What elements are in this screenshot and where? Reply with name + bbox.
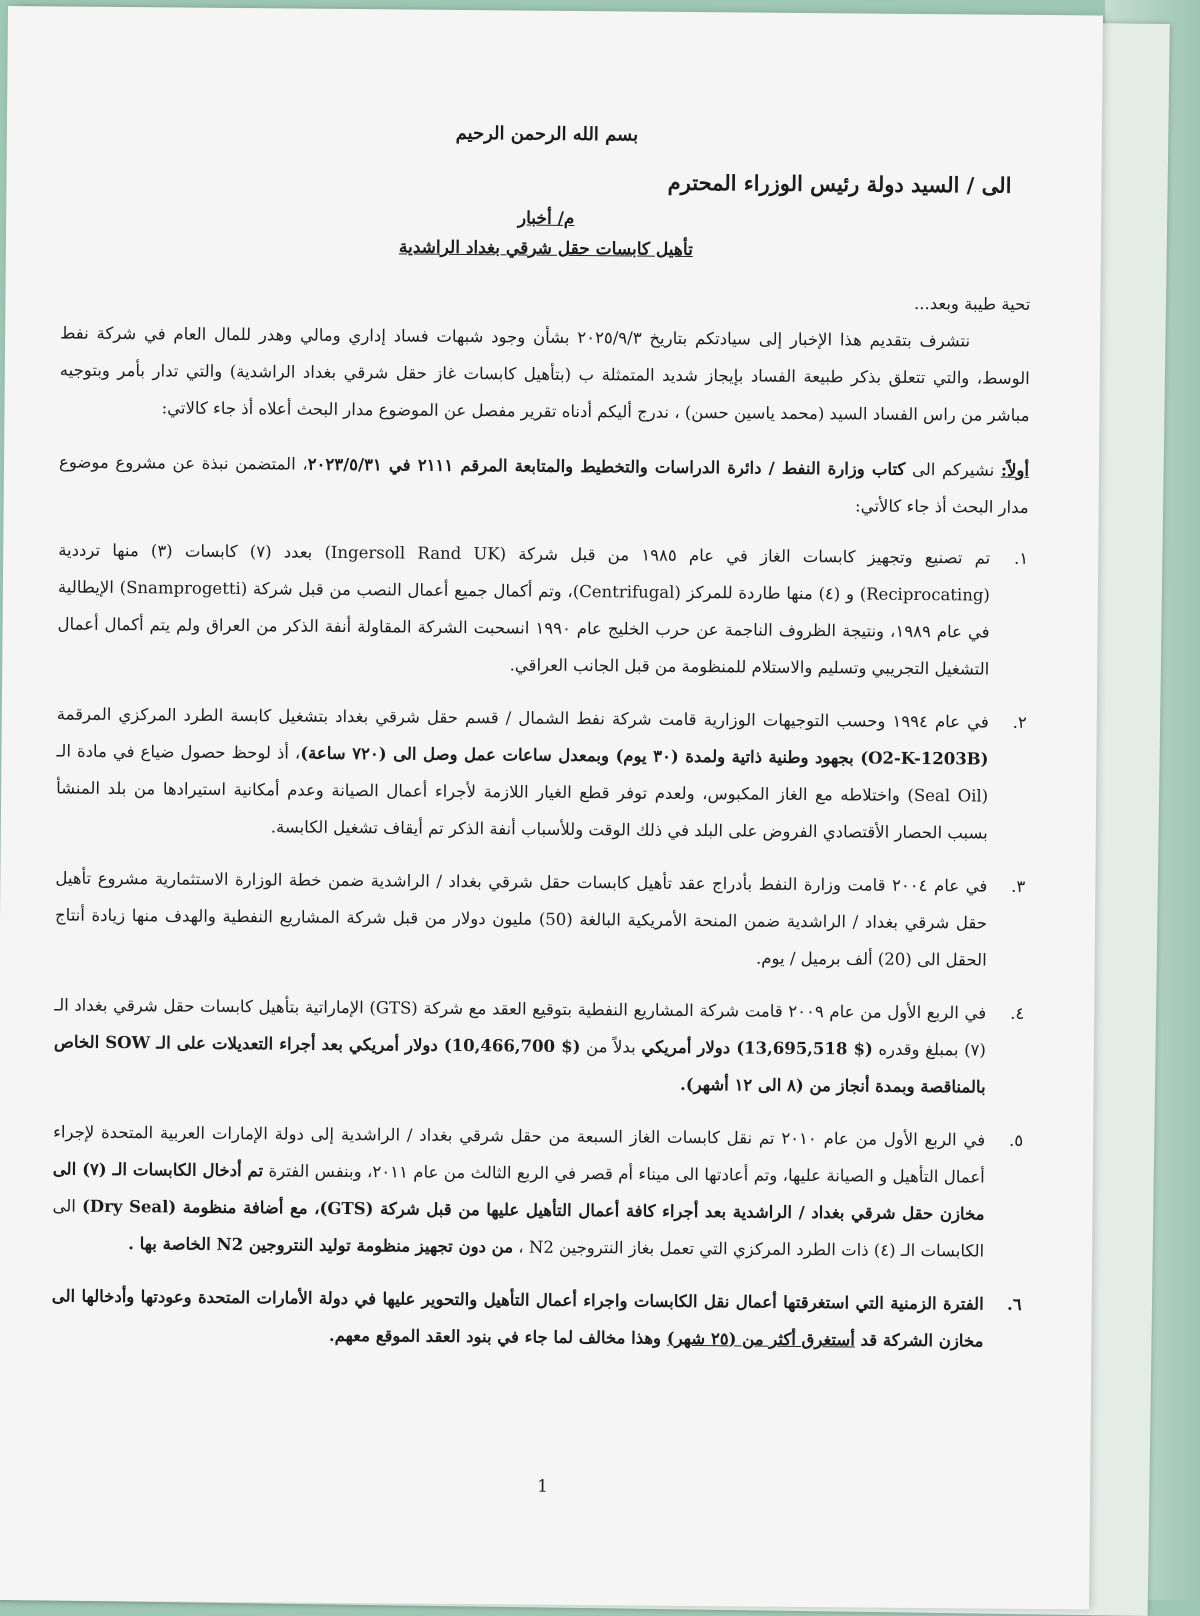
section-first [59,443,1030,525]
list-item-text-bold: ($ 10,466,700) دولار أمريكي بعد أجراء التعديلات على الـ SOW الخاص بالمناقصة وبمدة أنجاز من (٨ الى ١٢ أشهر). [53,1032,986,1097]
list-item-number: ٢. [1012,712,1027,732]
list-item-text [51,1277,984,1359]
list-item-text-part: ، أذ لوحظ حصول ضياع في مادة الـ (Seal Oil) واختلاطه مع الغاز المكبوس، ولعدم توفر قطع الغيار اللازمة لأجراء أعمال الصيانة وعدم أمكانية استيرادها من بلد المنشأ بسبب الحصار الأقتصادي الفروض على البلد في ذلك الوقت وللأسباب أنفة الذكر تم أيقاف تشغيل الكابسة. [56,741,989,843]
list-item-text: في عام ٢٠٠٤ قامت وزارة النفط بأدراج عقد تأهيل كابسات حقل شرقي بغداد / الراشدية ضمن خطة الوزارة الاستثمارية مشروع تأهيل حقل شرقي بغداد / الراشدية ضمن المنحة الأمريكية البالغة (50) مليون دولار من قبل شركة المشاريع النفطية والهدف منها زيادة أنتاج الحقل الى (20) ألف برميل / يوم. [54,868,988,970]
list-item-number: ١. [1014,548,1029,568]
list-item-text-part: في عام ١٩٩٤ وحسب التوجيهات الوزارية قامت شركة نفط الشمال / قسم حقل شرقي بغداد بتشغيل كابسة الطرد المركزي المرقمة [56,704,989,732]
list-item [56,695,1027,851]
section-first-text: نشيركم الى [905,459,1002,480]
list-item-number: ٣. [1011,876,1026,896]
list-item-text-bold: تم أدخال الكابسات الـ (٧) الى مخازن حقل شرقي بغداد / الراشدية بعد أجراء كافة أعمال التأهيل عليها من قبل شركة (GTS)، مع أضافة منظومة (Dry Seal) [52,1159,985,1224]
letter-body [51,111,1032,1375]
section-first-label: أولاً: [1000,460,1030,480]
list-item [53,986,1024,1105]
list-item-text-underlined: أستغرق أكثر من (٢٥ شهر) [666,1328,855,1350]
page-number: 1 [537,1476,549,1497]
list-item-text-part: الى الكابسات الـ (٤) ذات الطرد المركزي التي تعمل بغاز النتروجين N2 ، [52,1196,985,1261]
document-page [0,6,1103,1609]
recipient-line: الى / السيد دولة رئيس الوزراء المحترم [667,169,1012,198]
list-item-text-part: في الربع الأول من عام ٢٠٠٩ قامت شركة المشاريع النفطية بتوقيع العقد مع شركة (GTS) الإماراتية بتأهيل كابسات حقل شرقي بغداد الـ (٧) بمبلغ وقدره [54,995,987,1060]
list-item-number: ٦. [1007,1294,1022,1314]
list-item-number: ٤. [1010,1003,1025,1023]
list-item-text-bold: ($ 13,695,518) دولار أمريكي [641,1037,873,1059]
list-item-text-part: الفترة الزمنية التي استغرقتها أعمال نقل الكابسات واجراء أعمال التأهيل والتحوير عليها في دولة الأمارات المتحدة وعودتها وأدخالها الى مخازن الشركة قد [51,1286,984,1351]
list-item-text-bold: من دون تجهيز منظومة توليد النتروجين N2 الخاصة بها . [128,1234,514,1257]
list-item-text-part: في الربع الأول من عام ٢٠١٠ تم نقل كابسات الغاز السبعة من حقل شرقي بغداد / الراشدية إلى دولة الإمارات العربية المتحدة لإجراء أعمال التأهيل و الصيانة عليها، وتم أعادتها الى ميناء أم قصر في الربع الثالث من عام ٢٠١١، وبنفس الفترة [53,1122,986,1187]
list-item [52,1113,1023,1269]
list-item [57,531,1028,687]
list-item-text-bold: (O2-K-1203B) بجهود وطنية ذاتية ولمدة (٣٠ يوم) وبمعدل ساعات عمل وصل الى (٧٢٠ ساعة) [300,743,989,769]
list-item-text [53,986,986,1105]
ministry-letter-ref: كتاب وزارة النفط / دائرة الدراسات والتخطيط والمتابعة المرقم ٢١١١ في ٢٠٢٣/٥/٣١ [307,454,906,479]
subject-label: م/ أخبار [517,208,575,229]
list-item-number: ٥. [1008,1130,1024,1150]
list-item-text-part: بدلاً من [580,1037,642,1057]
section-first-text-end: ، المتضمن نبذة عن مشروع موضوع مدار البحث أذ جاء كالأتي: [58,452,1029,517]
intro-paragraph: نتشرف بتقديم هذا الإخبار إلى سيادتكم بتاريخ ٢٠٢٥/٩/٣ بشأن وجود شبهات فساد إداري ومالي وهدر للمال العام في شركة نفط الوسط، والتي تتعلق بذكر طبيعة الفساد بإيجاز شديد المتمثلة ب (بتأهيل كابسات غاز حقل شرقي بغداد الراشدية) والتي تدار بأمر وبتوجيه مباشر من راس الفساد السيد (محمد ياسين حسن) ، ندرج أليكم أدناه تقرير مفصل عن الموضوع مدار البحث أعلاه أذ جاء كالاتي: [59,323,1030,425]
list-item-text-part: وهذا مخالف لما جاء في بنود العقد الموقع معهم. [328,1325,667,1348]
list-item-text: تم تصنيع وتجهيز كابسات الغاز في عام ١٩٨٥ من قبل شركة (Ingersoll Rand UK) بعدد (٧) كابسات (٣) منها ترددية (Reciprocating) و (٤) منها طاردة للمركز (Centrifugal)، وتم أكمال جميع أعمال النصب من قبل شركة (Snamprogetti) الإيطالية في عام ١٩٨٩، ونتيجة الظروف الناجمة عن حرب الخليج عام ١٩٩٠ انسحبت الشركة المقاولة أنفة الذكر من العراق ولم يتم أكمال أعمال التشغيل التجريبي وتسليم والاستلام للمنظومة من قبل الجانب العراقي. [57,540,991,679]
list-item-text [52,1113,985,1269]
bismillah: بسم الله الرحمن الرحيم [455,122,639,146]
subject-title: تأهيل كابسات حقل شرقي بغداد الراشدية [398,237,693,260]
list-item [51,1277,1022,1359]
list-item-text [56,695,989,851]
greeting: تحية طيبة وبعد... [913,293,1031,314]
list-item [55,859,1026,978]
